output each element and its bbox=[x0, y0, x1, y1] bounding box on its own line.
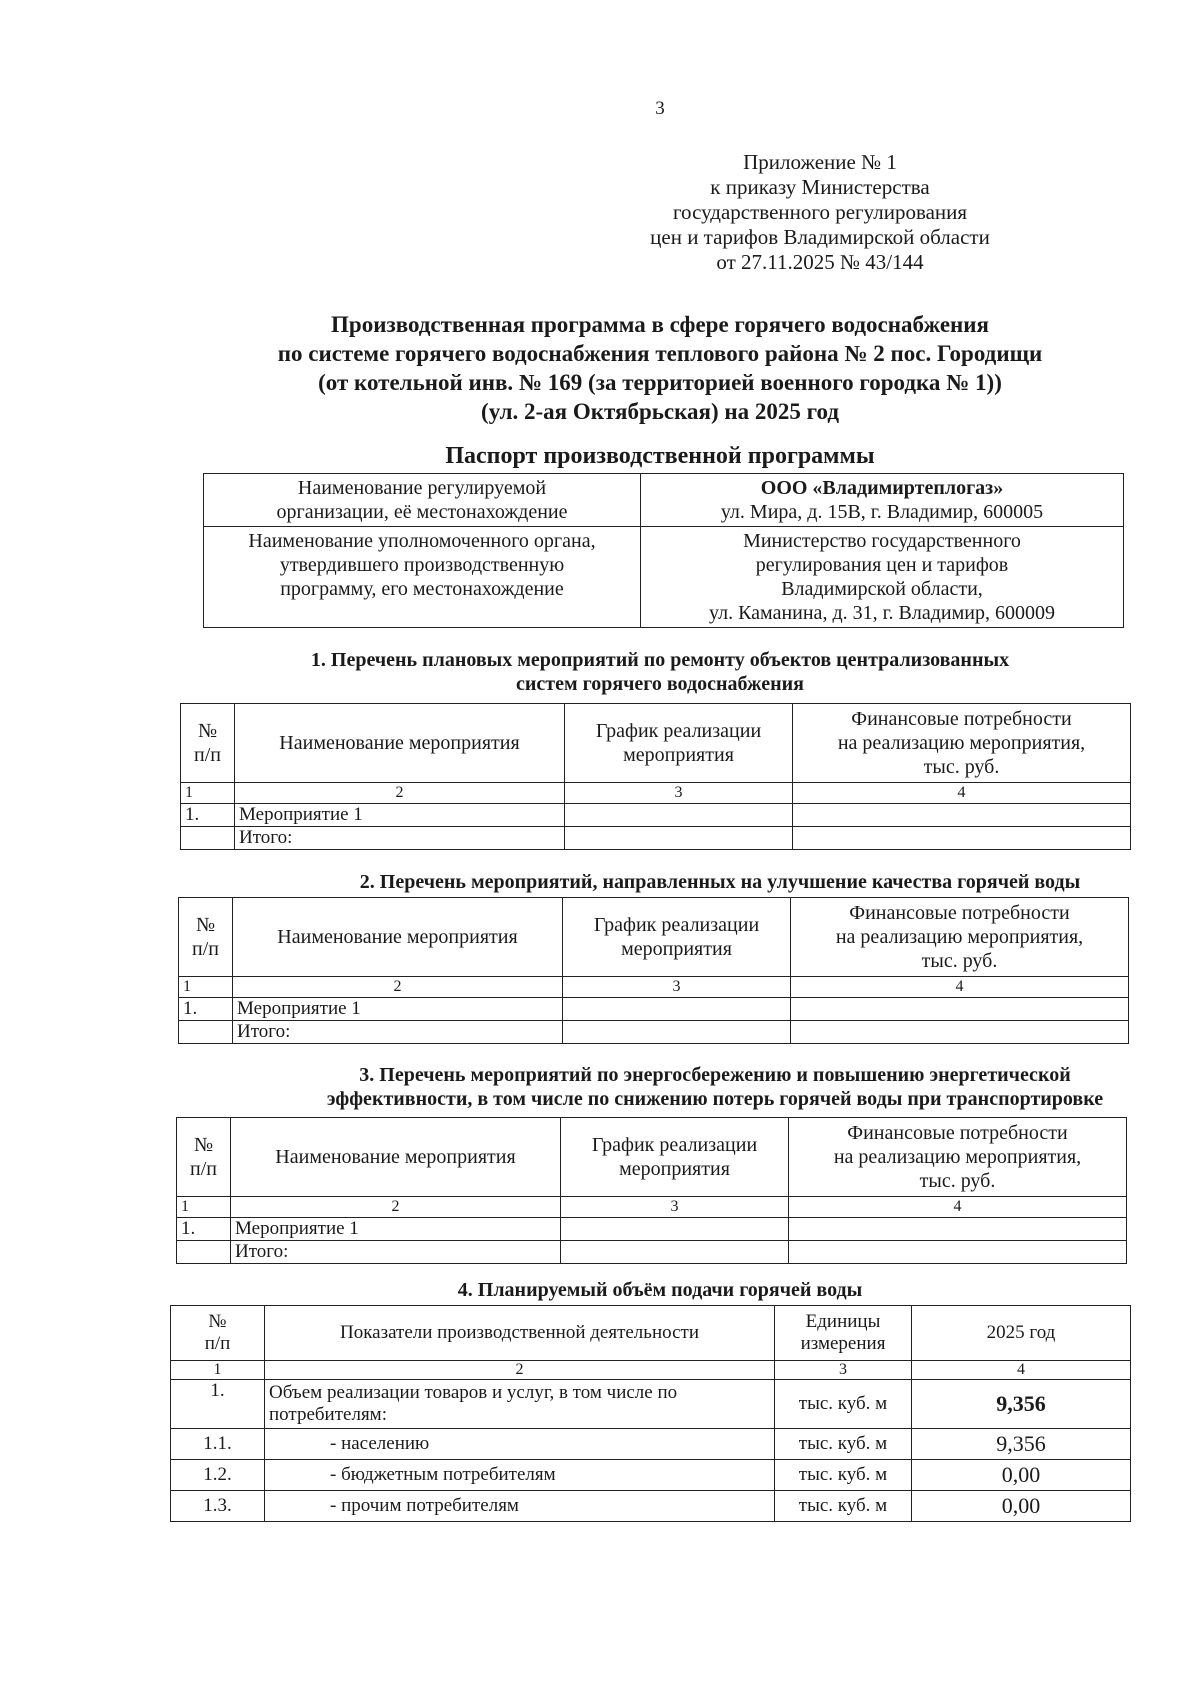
title-line: по системе горячего водоснабжения теплового района № 2 пос. Городищи bbox=[277, 341, 1043, 366]
header-text: Финансовые потребности bbox=[847, 1122, 1068, 1144]
table-header-row bbox=[171, 1306, 1131, 1361]
organization-name: ООО «Владимиртеплогаз» bbox=[760, 477, 1004, 499]
header-cell: Наименование мероприятия bbox=[233, 898, 563, 977]
unit-cell: тыс. куб. м bbox=[775, 1380, 912, 1429]
indicator-name: Объем реализации товаров и услуг, в том числе по bbox=[269, 1382, 678, 1403]
header-text: тыс. руб. bbox=[921, 950, 998, 972]
column-number-row bbox=[179, 977, 1129, 998]
passport-heading: Паспорт производственной программы bbox=[445, 443, 875, 469]
organization-address: ул. Мира, д. 15В, г. Владимир, 600005 bbox=[720, 501, 1044, 523]
authority-name: Владимирской области, bbox=[781, 578, 983, 600]
header-text: № bbox=[208, 1311, 227, 1332]
empty-cell bbox=[791, 1021, 1129, 1044]
empty-cell bbox=[181, 827, 235, 850]
passport-table bbox=[203, 473, 1124, 628]
value-cell: 0,00 bbox=[912, 1460, 1131, 1491]
passport-value-cell bbox=[641, 527, 1124, 628]
row-number: 1. bbox=[179, 998, 233, 1021]
events-table-2 bbox=[178, 897, 1129, 1044]
section-title-line: систем горячего водоснабжения bbox=[516, 673, 804, 695]
passport-label: программу, его местонахождение bbox=[280, 578, 564, 600]
table-row bbox=[171, 1491, 1131, 1522]
events-table-1 bbox=[180, 703, 1131, 850]
section-title-line: 1. Перечень плановых мероприятий по ремонту объектов централизованных bbox=[310, 649, 1010, 671]
value-cell: 0,00 bbox=[912, 1491, 1131, 1522]
row-number: 1. bbox=[171, 1380, 265, 1429]
section-4-title: 4. Планируемый объём подачи горячей воды bbox=[457, 1279, 863, 1301]
authority-address: ул. Каманина, д. 31, г. Владимир, 600009 bbox=[709, 602, 1055, 624]
unit-cell: тыс. куб. м bbox=[775, 1460, 912, 1491]
header-cell bbox=[775, 1306, 912, 1361]
total-label: Итого: bbox=[231, 1241, 561, 1264]
column-number-row bbox=[171, 1361, 1131, 1380]
unit-cell: тыс. куб. м bbox=[775, 1491, 912, 1522]
row-number: 1. bbox=[177, 1218, 231, 1241]
header-text: Финансовые потребности bbox=[849, 902, 1070, 924]
section-3-title bbox=[190, 1063, 1200, 1111]
column-number: 3 bbox=[563, 977, 791, 998]
column-number: 2 bbox=[235, 783, 565, 804]
row-number: 1. bbox=[181, 804, 235, 827]
appendix-line: к приказу Министерства bbox=[710, 175, 930, 199]
row-number: 1.2. bbox=[171, 1460, 265, 1491]
indicator-name: - населению bbox=[265, 1429, 775, 1460]
document-title bbox=[160, 310, 1160, 426]
header-text: № bbox=[197, 720, 218, 742]
header-text: Финансовые потребности bbox=[851, 708, 1072, 730]
table-row bbox=[179, 998, 1129, 1021]
indicator-name: потребителям: bbox=[269, 1404, 387, 1425]
empty-cell bbox=[563, 1021, 791, 1044]
page-number: 3 bbox=[655, 98, 665, 119]
empty-cell bbox=[561, 1218, 789, 1241]
empty-cell bbox=[789, 1241, 1127, 1264]
column-number: 3 bbox=[561, 1197, 789, 1218]
column-number: 4 bbox=[791, 977, 1129, 998]
appendix-line: государственного регулирования bbox=[672, 200, 968, 224]
row-number: 1.3. bbox=[171, 1491, 265, 1522]
column-number: 2 bbox=[231, 1197, 561, 1218]
header-cell: 2025 год bbox=[912, 1306, 1131, 1361]
title-line: (от котельной инв. № 169 (за территорией военного городка № 1)) bbox=[318, 370, 1002, 395]
authority-name: регулирования цен и тарифов bbox=[755, 554, 1009, 576]
header-text: № bbox=[195, 914, 216, 936]
table-row bbox=[204, 527, 1124, 628]
section-title-line: эффективности, в том числе по снижению потерь горячей воды при транспортировке bbox=[326, 1088, 1104, 1110]
column-number-row bbox=[181, 783, 1131, 804]
table-header-row bbox=[179, 898, 1129, 977]
column-number: 3 bbox=[775, 1361, 912, 1380]
header-text: тыс. руб. bbox=[919, 1170, 996, 1192]
empty-cell bbox=[793, 827, 1131, 850]
title-line: Производственная программа в сфере горячего водоснабжения bbox=[331, 312, 989, 337]
event-name: Мероприятие 1 bbox=[235, 804, 565, 827]
header-text: Единицы bbox=[805, 1311, 881, 1332]
header-cell bbox=[171, 1306, 265, 1361]
empty-cell bbox=[793, 804, 1131, 827]
header-cell: Показатели производственной деятельности bbox=[265, 1306, 775, 1361]
empty-cell bbox=[791, 998, 1129, 1021]
event-name: Мероприятие 1 bbox=[233, 998, 563, 1021]
indicator-name: - прочим потребителям bbox=[265, 1491, 775, 1522]
table-row bbox=[181, 827, 1131, 850]
header-text: измерения bbox=[800, 1333, 886, 1354]
header-text: на реализацию мероприятия, bbox=[837, 732, 1086, 754]
table-row bbox=[204, 474, 1124, 527]
column-number: 1 bbox=[171, 1361, 265, 1380]
event-name: Мероприятие 1 bbox=[231, 1218, 561, 1241]
header-text: тыс. руб. bbox=[923, 756, 1000, 778]
column-number: 2 bbox=[265, 1361, 775, 1380]
column-number: 4 bbox=[793, 783, 1131, 804]
empty-cell bbox=[789, 1218, 1127, 1241]
appendix-block bbox=[610, 150, 1030, 275]
section-1-title bbox=[160, 648, 1160, 696]
header-cell bbox=[181, 704, 235, 783]
column-number: 3 bbox=[565, 783, 793, 804]
passport-label: Наименование уполномоченного органа, bbox=[248, 530, 596, 552]
passport-label-cell bbox=[204, 527, 641, 628]
empty-cell bbox=[177, 1241, 231, 1264]
header-text: мероприятия bbox=[623, 744, 734, 766]
value-cell: 9,356 bbox=[912, 1380, 1131, 1429]
table-row bbox=[177, 1218, 1127, 1241]
section-title-line: 2. Перечень мероприятий, направленных на улучшение качества горячей воды bbox=[359, 871, 1081, 893]
header-cell: Наименование мероприятия bbox=[231, 1118, 561, 1197]
header-text: п/п bbox=[190, 1158, 217, 1180]
empty-cell bbox=[565, 827, 793, 850]
indicator-name: - бюджетным потребителям bbox=[265, 1460, 775, 1491]
section-2-title bbox=[220, 870, 1200, 894]
header-cell bbox=[177, 1118, 231, 1197]
total-label: Итого: bbox=[235, 827, 565, 850]
column-number-row bbox=[177, 1197, 1127, 1218]
header-cell: Наименование мероприятия bbox=[235, 704, 565, 783]
authority-name: Министерство государственного bbox=[743, 530, 1021, 552]
header-text: мероприятия bbox=[621, 938, 732, 960]
column-number: 1 bbox=[179, 977, 233, 998]
header-cell bbox=[179, 898, 233, 977]
indicator-cell bbox=[265, 1380, 775, 1429]
table-row bbox=[177, 1241, 1127, 1264]
empty-cell bbox=[563, 998, 791, 1021]
passport-label: Наименование регулируемой bbox=[297, 477, 547, 499]
appendix-line: Приложение № 1 bbox=[743, 150, 897, 174]
title-line: (ул. 2-ая Октябрьская) на 2025 год bbox=[481, 399, 839, 424]
value-cell: 9,356 bbox=[912, 1429, 1131, 1460]
volume-table bbox=[170, 1305, 1131, 1522]
row-number: 1.1. bbox=[171, 1429, 265, 1460]
empty-cell bbox=[561, 1241, 789, 1264]
total-label: Итого: bbox=[233, 1021, 563, 1044]
header-cell bbox=[793, 704, 1131, 783]
events-table-3 bbox=[176, 1117, 1127, 1264]
column-number: 4 bbox=[912, 1361, 1131, 1380]
table-row bbox=[171, 1460, 1131, 1491]
table-row bbox=[171, 1429, 1131, 1460]
header-cell bbox=[789, 1118, 1127, 1197]
appendix-line: цен и тарифов Владимирской области bbox=[650, 225, 990, 249]
table-row bbox=[171, 1380, 1131, 1429]
appendix-line: от 27.11.2025 № 43/144 bbox=[716, 250, 924, 274]
header-cell bbox=[561, 1118, 789, 1197]
passport-label: утвердившего производственную bbox=[279, 554, 565, 576]
column-number: 1 bbox=[181, 783, 235, 804]
header-text: График реализации bbox=[591, 1134, 758, 1156]
header-text: мероприятия bbox=[619, 1158, 730, 1180]
unit-cell: тыс. куб. м bbox=[775, 1429, 912, 1460]
passport-value-cell bbox=[641, 474, 1124, 527]
table-header-row bbox=[177, 1118, 1127, 1197]
header-text: на реализацию мероприятия, bbox=[835, 926, 1084, 948]
table-row bbox=[181, 804, 1131, 827]
header-text: п/п bbox=[192, 938, 219, 960]
column-number: 4 bbox=[789, 1197, 1127, 1218]
header-cell bbox=[563, 898, 791, 977]
header-text: График реализации bbox=[593, 914, 760, 936]
empty-cell bbox=[565, 804, 793, 827]
column-number: 2 bbox=[233, 977, 563, 998]
header-text: на реализацию мероприятия, bbox=[833, 1146, 1082, 1168]
passport-label: организации, её местонахождение bbox=[276, 501, 568, 523]
empty-cell bbox=[179, 1021, 233, 1044]
header-text: № bbox=[193, 1134, 214, 1156]
header-text: п/п bbox=[194, 744, 221, 766]
passport-label-cell bbox=[204, 474, 641, 527]
table-header-row bbox=[181, 704, 1131, 783]
header-cell bbox=[565, 704, 793, 783]
column-number: 1 bbox=[177, 1197, 231, 1218]
header-text: График реализации bbox=[595, 720, 762, 742]
section-title-line: 3. Перечень мероприятий по энергосбережению и повышению энергетической bbox=[359, 1064, 1071, 1086]
header-text: п/п bbox=[204, 1333, 231, 1354]
header-cell bbox=[791, 898, 1129, 977]
table-row bbox=[179, 1021, 1129, 1044]
